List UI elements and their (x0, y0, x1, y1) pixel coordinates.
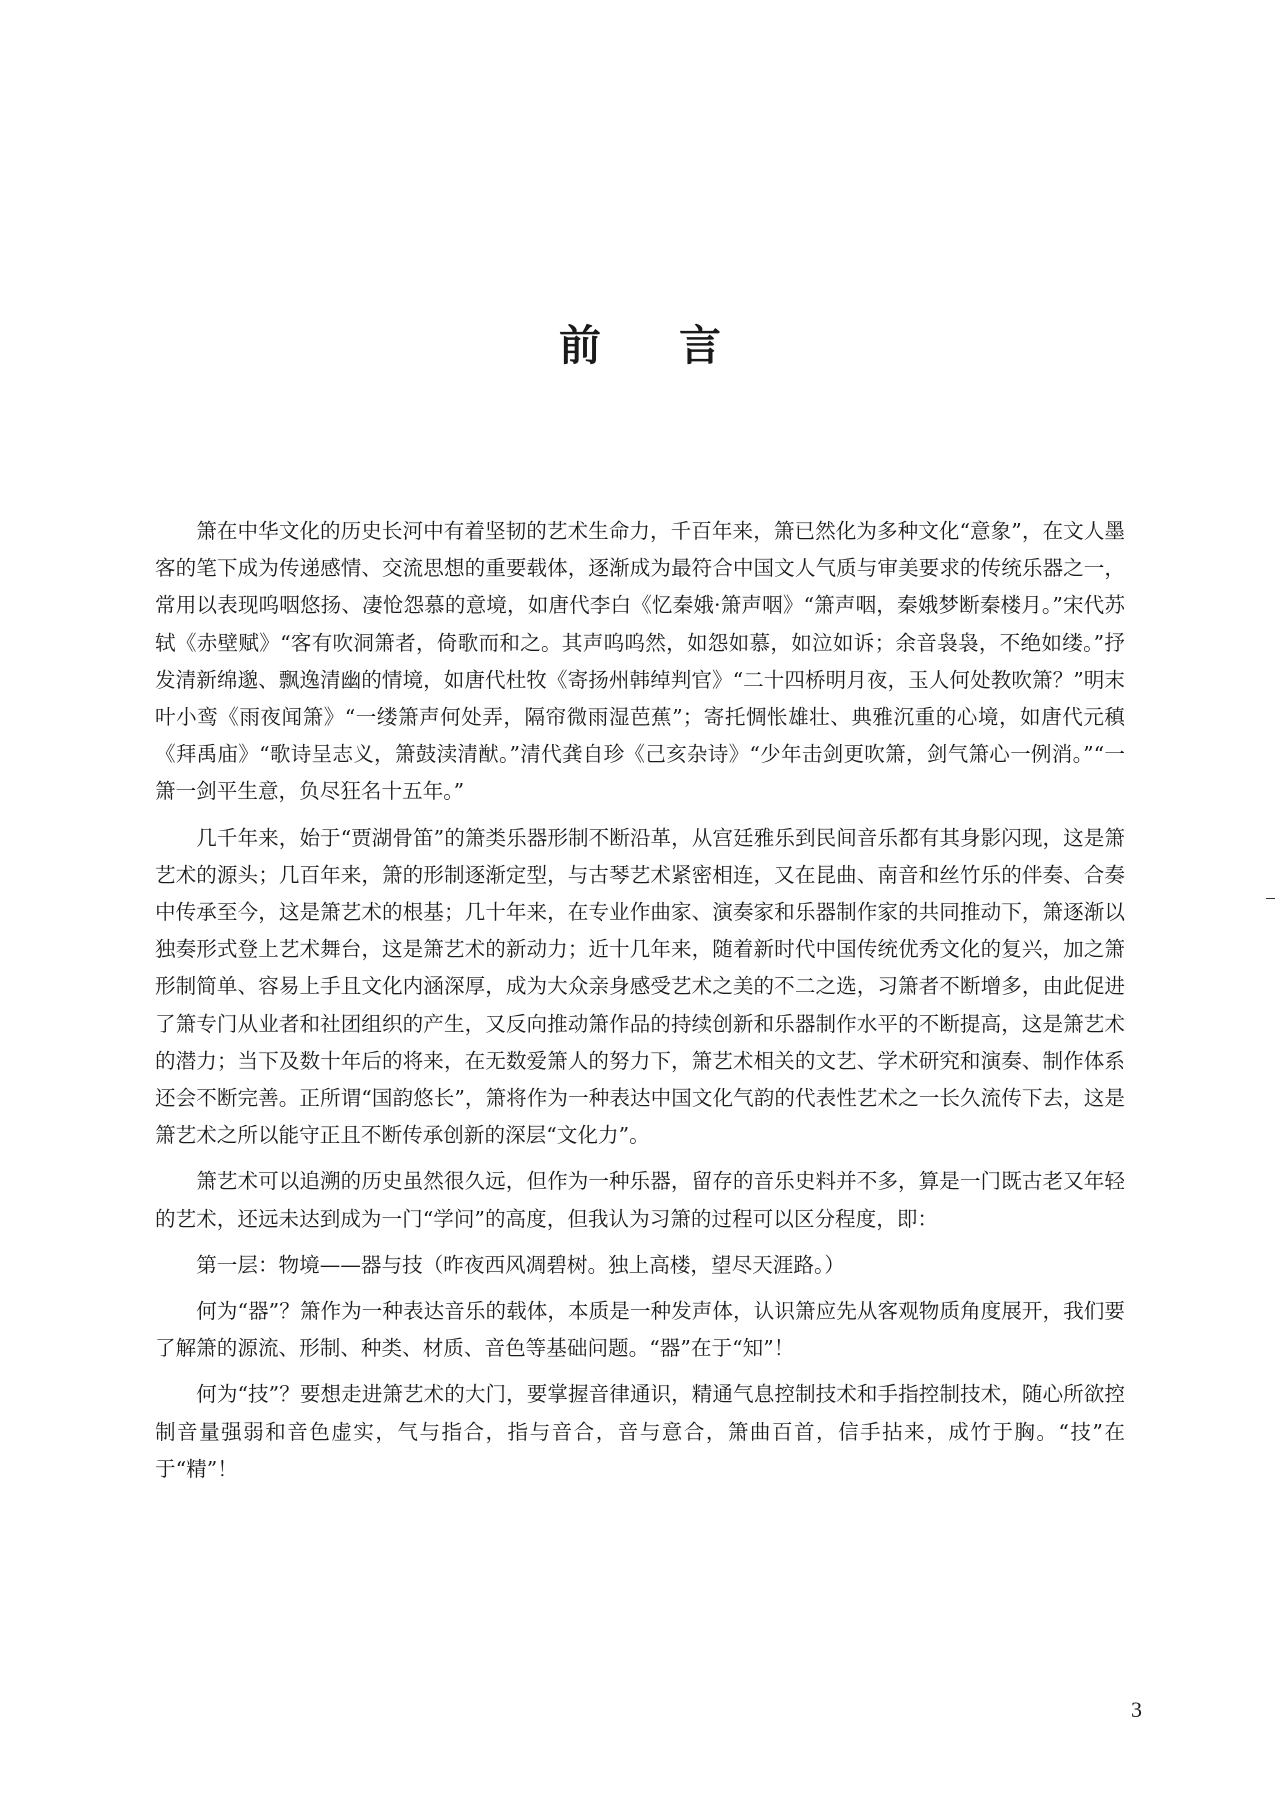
paragraph-3: 箫艺术可以追溯的历史虽然很久远，但作为一种乐器，留存的音乐史料并不多，算是一门既古老又年轻的艺术，还远未达到成为一门“学问”的高度，但我认为习箫的过程可以区分程度，即： (155, 1169, 1125, 1231)
title-char-1: 前 (558, 321, 601, 370)
paragraph-6: 何为“技”？要想走进箫艺术的大门，要掌握音律通识，精通气息控制技术和手指控制技术，随心所欲控制音量强弱和音色虚实，气与指合，指与音合，音与意合，箫曲百首，信手拈来，成竹于胸。“技”在于“精”！ (155, 1382, 1125, 1481)
paragraph-5: 何为“器”？箫作为一种表达音乐的载体，本质是一种发声体，认识箫应先从客观物质角度展开，我们要了解箫的源流、形制、种类、材质、音色等基础问题。“器”在于“知”！ (155, 1299, 1125, 1361)
paragraph-4: 第一层：物境——器与技（昨夜西风凋碧树。独上高楼，望尽天涯路。） (196, 1252, 845, 1277)
paragraph-1: 箫在中华文化的历史长河中有着坚韧的艺术生命力，千百年来，箫已然化为多种文化“意象”，在文人墨客的笔下成为传递感情、交流思想的重要载体，逐渐成为最符合中国文人气质与审美要求的传统乐器之一，常用以表现呜咽悠扬、凄怆怨慕的意境，如唐代李白《忆秦娥·箫声咽》“箫声咽，秦娥梦断秦楼月。”宋代苏轼《赤壁赋》“客有吹洞箫者，倚歌而和之。其声呜呜然，如怨如慕，如泣如诉；余音袅袅，不绝如缕。”抒发清新绵邈、飘逸清幽的情境，如唐代杜牧《寄扬州韩绰判官》“二十四桥明月夜，玉人何处教吹箫？”明末叶小鸾《雨夜闻箫》“一缕箫声何处弄，隔帘微雨湿芭蕉”；寄托惆怅雄壮、典雅沉重的心境，如唐代元稹《拜禹庙》“歌诗呈志义，箫鼓渎清猷。”清代龚自珍《己亥杂诗》“少年击剑更吹箫，剑气箫心一例消。”“一箫一剑平生意，负尽狂名十五年。” (155, 519, 1125, 804)
paragraph-2: 几千年来，始于“贾湖骨笛”的箫类乐器形制不断沿革，从宫廷雅乐到民间音乐都有其身影闪现，这是箫艺术的源头；几百年来，箫的形制逐渐定型，与古琴艺术紧密相连，又在昆曲、南音和丝竹乐的伴奏、合奏中传承至今，这是箫艺术的根基；几十年来，在专业作曲家、演奏家和乐器制作家的共同推动下，箫逐渐以独奏形式登上艺术舞台，这是箫艺术的新动力；近十几年来，随着新时代中国传统优秀文化的复兴，加之箫形制简单、容易上手且文化内涵深厚，成为大众亲身感受艺术之美的不二之选，习箫者不断增多，由此促进了箫专门从业者和社团组织的产生，又反向推动箫作品的持续创新和乐器制作水平的不断提高，这是箫艺术的潜力；当下及数十年后的将来，在无数爱箫人的努力下，箫艺术相关的文艺、学术研究和演奏、制作体系还会不断完善。正所谓“国韵悠长”，箫将作为一种表达中国文化气韵的代表性艺术之一长久流传下去，这是箫艺术之所以能守正且不断传承创新的深层“文化力”。 (155, 825, 1125, 1148)
page-number: 3 (1131, 1697, 1142, 1722)
preface-body (155, 513, 1125, 1497)
title-char-2: 言 (679, 321, 722, 370)
margin-mark (1266, 898, 1275, 899)
page-title (0, 318, 1280, 374)
